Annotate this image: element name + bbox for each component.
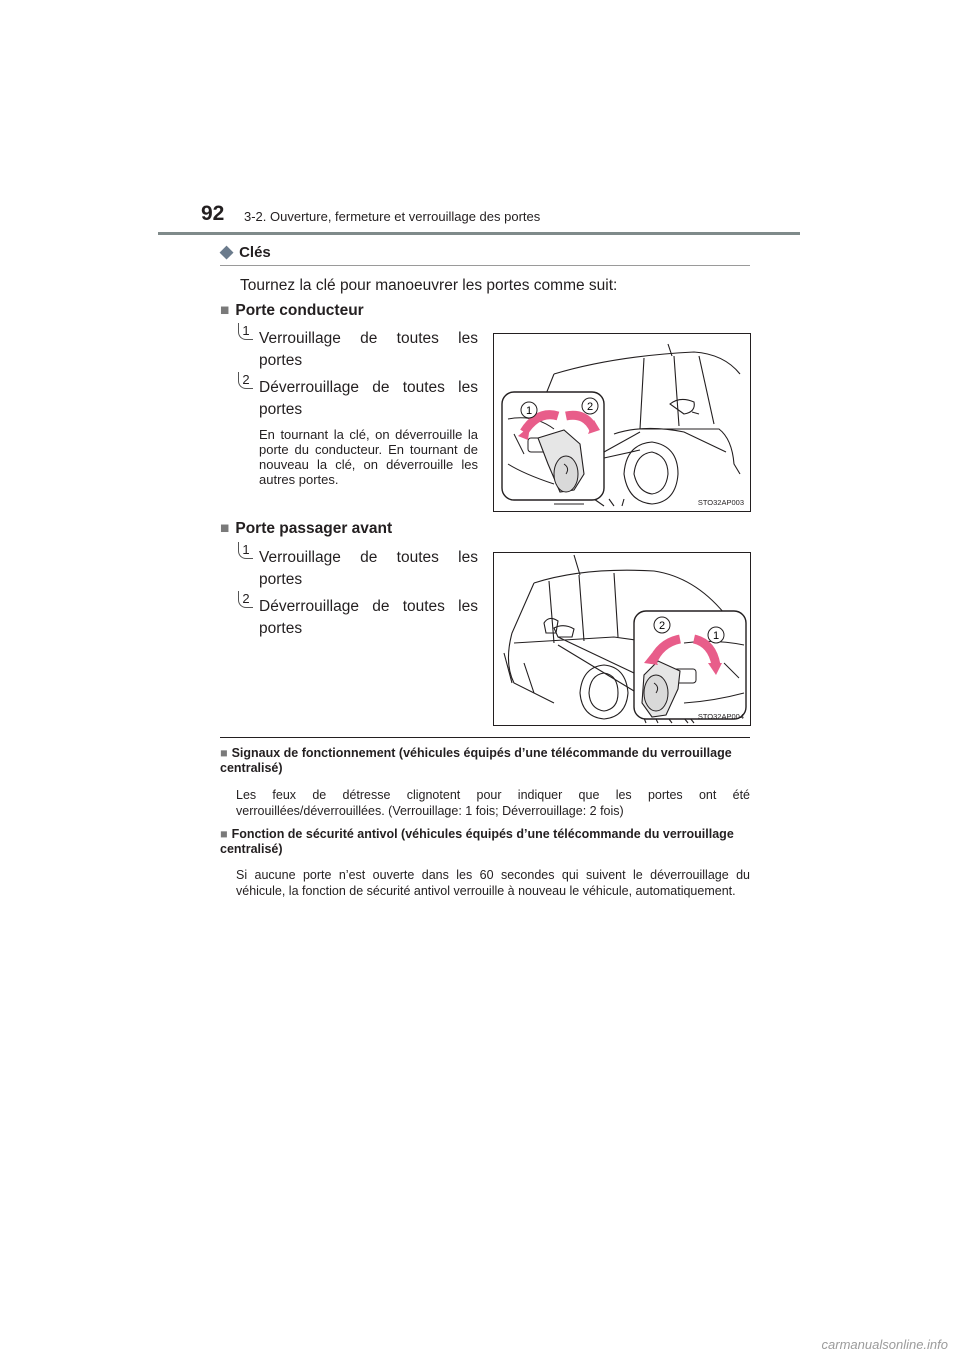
passenger-door-heading-text: Porte passager avant bbox=[235, 520, 393, 537]
watermark: carmanualsonline.info bbox=[821, 1337, 948, 1352]
header-rule bbox=[158, 232, 800, 235]
square-bullet-icon: ■ bbox=[220, 302, 230, 319]
passenger-door-figure bbox=[493, 552, 751, 726]
figure-callout-2: 2 bbox=[586, 401, 594, 413]
figure-callout-2: 2 bbox=[658, 620, 666, 632]
driver-door-heading-text: Porte conducteur bbox=[235, 302, 364, 319]
step-number-badge: 1 bbox=[238, 542, 253, 559]
car-rear-illustration bbox=[494, 334, 750, 511]
section-title bbox=[220, 242, 271, 262]
step-text: Déverrouillage de toutes les portes bbox=[259, 379, 478, 418]
diamond-icon: ◆ bbox=[220, 242, 234, 261]
step-number-badge: 2 bbox=[238, 591, 253, 608]
step-text: Déverrouillage de toutes les portes bbox=[259, 598, 478, 637]
step-text: Verrouillage de toutes les portes bbox=[259, 330, 478, 369]
passenger-door-heading bbox=[220, 520, 392, 538]
note-signals-body: Les feux de détresse clignotent pour indiquer que les portes ont été verrouillées/déverrouillées. (Verrouillage: 1 fois; Déverrouillage: 2 fois) bbox=[236, 788, 750, 818]
driver-door-note: En tournant la clé, on déverrouille la porte du conducteur. En tournant de nouveau la clé, on déverrouille les autres portes. bbox=[259, 427, 478, 487]
note-signals-title bbox=[220, 746, 750, 776]
driver-door-figure bbox=[493, 333, 751, 512]
passenger-step-2 bbox=[240, 591, 478, 640]
square-bullet-icon: ■ bbox=[220, 746, 228, 760]
figure-callout-1: 1 bbox=[525, 405, 533, 417]
car-front-illustration bbox=[494, 553, 750, 725]
square-bullet-icon: ■ bbox=[220, 520, 230, 537]
note-title-text: Signaux de fonctionnement (véhicules équipés d’une télécommande du verrouillage centralisé) bbox=[220, 746, 732, 775]
figure-code: STO32AP003 bbox=[697, 498, 744, 507]
note-antitheft-body: Si aucune porte n’est ouverte dans les 60 secondes qui suivent le déverrouillage du véhicule, la fonction de sécurité antivol verrouille à nouveau le véhicule, automatiquement. bbox=[236, 868, 750, 898]
figure-callout-1: 1 bbox=[712, 630, 720, 642]
chapter-title: 3-2. Ouverture, fermeture et verrouillage des portes bbox=[244, 209, 541, 224]
driver-step-1 bbox=[240, 323, 478, 372]
step-number-badge: 1 bbox=[238, 323, 253, 340]
step-text: Verrouillage de toutes les portes bbox=[259, 549, 478, 588]
section-rule bbox=[220, 265, 750, 266]
page-number: 92 bbox=[201, 202, 225, 225]
note-title-text: Fonction de sécurité antivol (véhicules équipés d’une télécommande du verrouillage centralisé) bbox=[220, 827, 734, 856]
figure-code: STO32AP004 bbox=[697, 712, 744, 721]
driver-door-heading bbox=[220, 302, 364, 320]
square-bullet-icon: ■ bbox=[220, 827, 228, 841]
notes-separator bbox=[220, 737, 750, 738]
section-title-text: Clés bbox=[239, 244, 271, 261]
note-antitheft-title bbox=[220, 827, 750, 857]
passenger-step-1 bbox=[240, 542, 478, 591]
driver-step-2 bbox=[240, 372, 478, 421]
section-intro: Tournez la clé pour manoeuvrer les portes comme suit: bbox=[240, 277, 618, 294]
step-number-badge: 2 bbox=[238, 372, 253, 389]
